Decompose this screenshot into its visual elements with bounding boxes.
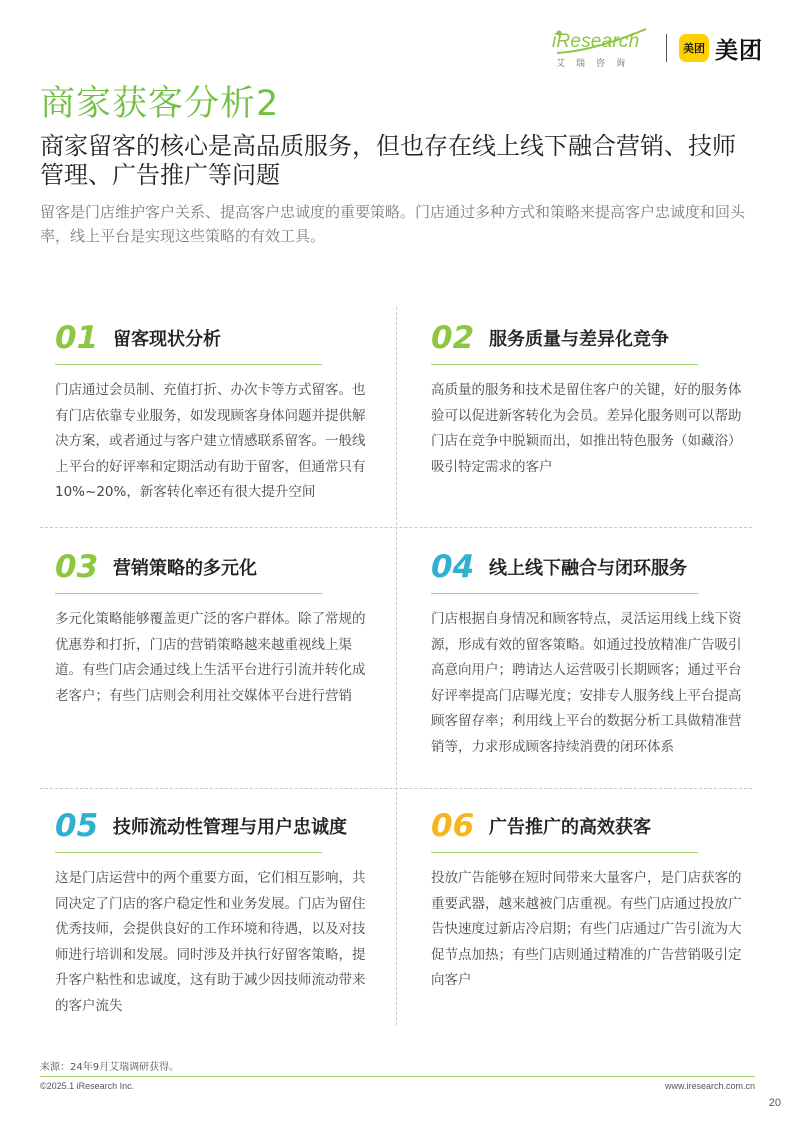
section-header xyxy=(55,545,370,589)
header-logos xyxy=(552,28,763,68)
section-01 xyxy=(55,316,370,506)
section-header xyxy=(55,316,370,360)
iresearch-subtitle: 艾瑞咨询 xyxy=(556,59,637,69)
section-title: 营销策略的多元化 xyxy=(113,558,257,579)
section-06 xyxy=(431,804,746,994)
section-03 xyxy=(55,545,370,709)
section-04 xyxy=(431,545,746,760)
section-title: 线上线下融合与闭环服务 xyxy=(489,558,687,579)
section-number: 05 xyxy=(55,808,99,844)
page-subtitle: 商家留客的核心是高品质服务，但也存在线上线下融合营销、技师管理、广告推广等问题 xyxy=(40,132,736,189)
intro-text: 留客是门店维护客户关系、提高客户忠诚度的重要策略。门店通过多种方式和策略来提高客户忠诚度和回头率，线上平台是实现这些策略的有效工具。 xyxy=(40,203,746,245)
section-underline xyxy=(431,852,698,853)
section-underline xyxy=(55,364,322,365)
section-header xyxy=(431,545,746,589)
footer-divider xyxy=(40,1076,755,1077)
iresearch-wordmark: iResearch xyxy=(552,31,640,52)
section-02 xyxy=(431,316,746,480)
section-body: 高质量的服务和技术是留住客户的关键，好的服务体验可以促进新客转化为会员。差异化服务则可以帮助门店在竞争中脱颖而出，如推出特色服务（如藏浴）吸引特定需求的客户 xyxy=(431,382,742,475)
section-header xyxy=(431,804,746,848)
logo-divider xyxy=(666,34,667,62)
section-number: 06 xyxy=(431,808,475,844)
section-underline xyxy=(431,364,698,365)
section-number: 02 xyxy=(431,320,475,356)
grid-divider-row1 xyxy=(40,527,752,528)
section-05 xyxy=(55,804,370,1019)
section-body: 这是门店运营中的两个重要方面，它们相互影响，共同决定了门店的客户稳定性和业务发展。门店为留住优秀技师，会提供良好的工作环境和待遇，以及对技师进行培训和发展。同时涉及并执行好留客策略，提升客户粘性和忠诚度，这有助于减少因技师流动带来的客户流失 xyxy=(55,870,366,1014)
grid-divider-row2 xyxy=(40,788,752,789)
meituan-badge-icon: 美团 xyxy=(679,34,709,62)
section-title: 技师流动性管理与用户忠诚度 xyxy=(113,817,347,838)
section-underline xyxy=(55,593,322,594)
section-header xyxy=(55,804,370,848)
website-link[interactable]: www.iresearch.com.cn xyxy=(664,1081,755,1091)
copyright: ©2025.1 iResearch Inc. xyxy=(40,1081,135,1091)
page-number: 20 xyxy=(768,1097,781,1109)
section-underline xyxy=(431,593,698,594)
section-number: 04 xyxy=(431,549,475,585)
iresearch-logo xyxy=(552,27,652,69)
section-body: 投放广告能够在短时间带来大量客户，是门店获客的重要武器，越来越被门店重视。有些门店通过投放广告快速度过新店冷启期；有些门店通过广告引流为大促节点加热；有些门店则通过精准的广告营销吸引定向客户 xyxy=(431,870,742,988)
section-header xyxy=(431,316,746,360)
source-note: 来源：24年9月艾瑞调研获得。 xyxy=(40,1062,180,1073)
page-title: 商家获客分析2 xyxy=(40,84,280,124)
meituan-wordmark: 美团 xyxy=(715,37,763,64)
section-underline xyxy=(55,852,322,853)
section-title: 留客现状分析 xyxy=(113,329,221,350)
section-body: 多元化策略能够覆盖更广泛的客户群体。除了常规的优惠券和打折，门店的营销策略越来越重视线上渠道。有些门店会通过线上生活平台进行引流并转化成老客户；有些门店则会利用社交媒体平台进行营销 xyxy=(55,611,366,704)
section-number: 01 xyxy=(55,320,99,356)
section-number: 03 xyxy=(55,549,99,585)
section-body: 门店根据自身情况和顾客特点，灵活运用线上线下资源，形成有效的留客策略。如通过投放精准广告吸引高意向用户；聘请达人运营吸引长期顾客；通过平台好评率提高门店曝光度；安排专人服务线上平台提高顾客留存率；利用线上平台的数据分析工具做精准营销等，力求形成顾客持续消费的闭环体系 xyxy=(431,611,742,755)
section-title: 服务质量与差异化竞争 xyxy=(489,329,669,350)
section-body: 门店通过会员制、充值打折、办次卡等方式留客。也有门店依靠专业服务，如发现顾客身体问题并提供解决方案，或者通过与客户建立情感联系留客。一般线上平台的好评率和定期活动有助于留客，但通常只有10%~20%，新客转化率还有很大提升空间 xyxy=(55,382,366,500)
section-title: 广告推广的高效获客 xyxy=(489,817,651,838)
grid-vertical-divider xyxy=(396,307,397,1025)
